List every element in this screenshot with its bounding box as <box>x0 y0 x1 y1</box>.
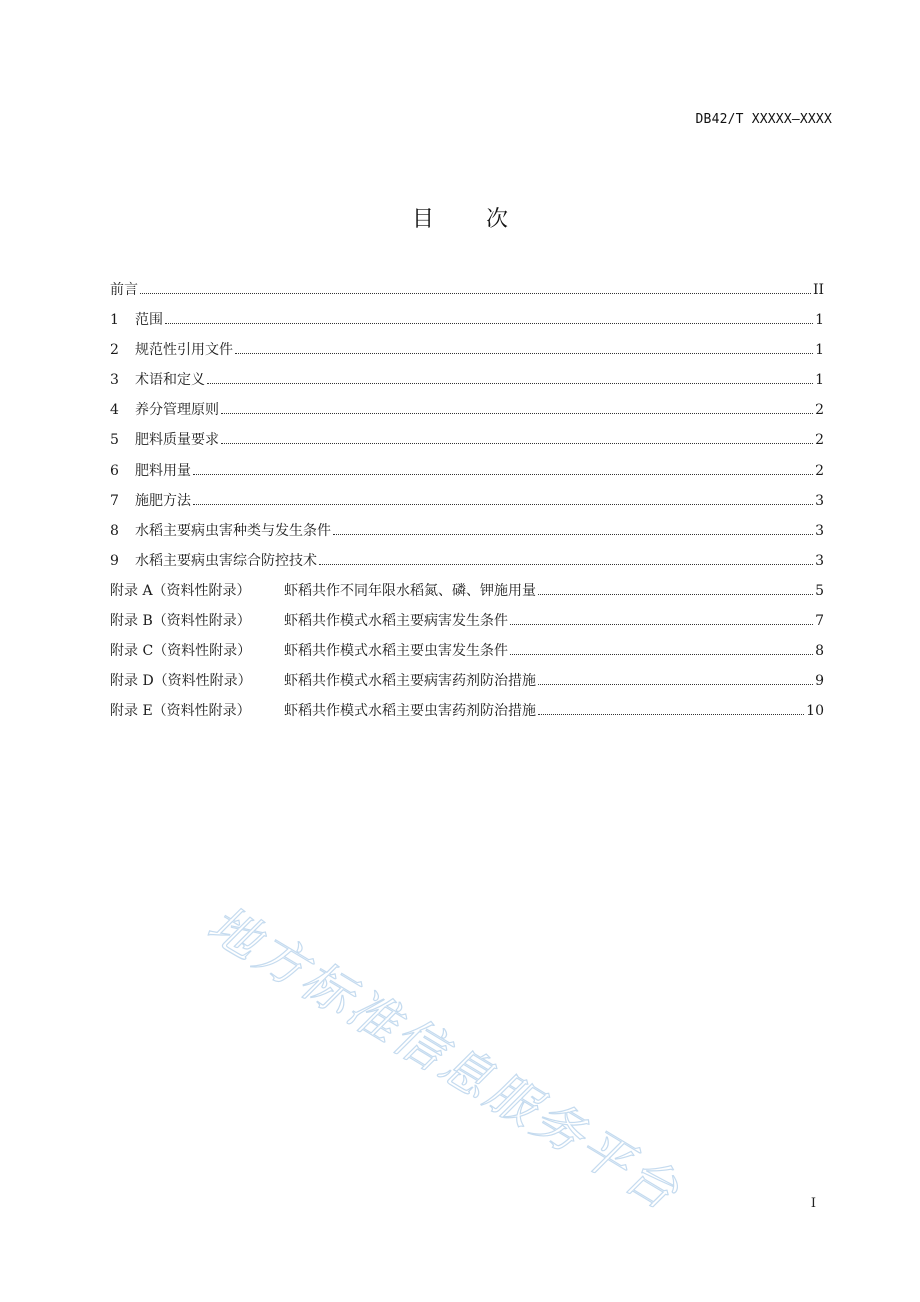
toc-entry-number: 1 <box>110 312 119 329</box>
toc-entry-number: 6 <box>110 462 119 479</box>
toc-entry-page: 1 <box>815 342 824 359</box>
toc-entry-text: 水稻主要病虫害种类与发生条件 <box>135 522 331 539</box>
toc-entry-5[interactable] <box>110 428 824 458</box>
toc-appendix-b[interactable] <box>110 609 824 639</box>
toc-entry-page: 8 <box>815 643 824 660</box>
toc-entry-text: 虾稻共作模式水稻主要虫害发生条件 <box>284 643 508 660</box>
toc-entry-text: 水稻主要病虫害综合防控技术 <box>135 552 317 569</box>
table-of-contents <box>110 278 824 729</box>
dot-leader <box>538 594 813 595</box>
toc-entry-text: 养分管理原则 <box>135 402 219 419</box>
toc-appendix-c[interactable] <box>110 639 824 669</box>
toc-entry-text: 施肥方法 <box>135 492 191 509</box>
dot-leader <box>510 654 813 655</box>
dot-leader <box>207 383 813 384</box>
appendix-label: 附录 C（资料性附录） <box>110 643 252 660</box>
toc-entry-foreword[interactable] <box>110 278 824 308</box>
toc-entry-number: 5 <box>110 432 119 449</box>
toc-entry-page: 1 <box>815 372 824 389</box>
dot-leader <box>221 443 813 444</box>
appendix-label: 附录 D（资料性附录） <box>110 673 252 690</box>
toc-entry-8[interactable] <box>110 519 824 549</box>
toc-entry-page: 2 <box>815 432 824 449</box>
dot-leader <box>165 323 813 324</box>
appendix-label: 附录 E（资料性附录） <box>110 703 251 720</box>
dot-leader <box>538 684 813 685</box>
toc-entry-text: 前言 <box>110 282 138 298</box>
toc-title-char-1: 目 <box>411 207 434 232</box>
toc-entry-7[interactable] <box>110 489 824 519</box>
toc-entry-6[interactable] <box>110 459 824 489</box>
toc-entry-page: II <box>812 282 824 298</box>
dot-leader <box>140 293 811 294</box>
toc-appendix-d[interactable] <box>110 669 824 699</box>
toc-entry-4[interactable] <box>110 398 824 428</box>
appendix-label: 附录 B（资料性附录） <box>110 613 251 630</box>
toc-entry-page: 7 <box>815 613 824 630</box>
dot-leader <box>319 564 813 565</box>
toc-entry-number: 2 <box>110 342 119 359</box>
toc-entry-page: 10 <box>806 703 824 720</box>
standard-code: DB42/T XXXXX—XXXX <box>695 112 832 127</box>
dot-leader <box>235 353 813 354</box>
dot-leader <box>193 474 813 475</box>
toc-entry-number: 8 <box>110 522 119 539</box>
toc-entry-page: 2 <box>815 462 824 479</box>
toc-entry-text: 肥料质量要求 <box>135 432 219 449</box>
dot-leader <box>333 534 813 535</box>
toc-entry-number: 3 <box>110 372 119 389</box>
page-number: I <box>810 1196 816 1211</box>
appendix-label: 附录 A（资料性附录） <box>110 582 251 599</box>
toc-entry-number: 7 <box>110 492 119 509</box>
toc-title <box>0 202 920 233</box>
toc-entry-number: 4 <box>110 402 119 419</box>
dot-leader <box>193 504 813 505</box>
toc-appendix-e[interactable] <box>110 699 824 729</box>
toc-entry-page: 3 <box>815 522 824 539</box>
toc-entry-number: 9 <box>110 552 119 569</box>
toc-entry-3[interactable] <box>110 368 824 398</box>
toc-entry-text: 范围 <box>135 312 163 329</box>
toc-entry-page: 5 <box>815 582 824 599</box>
toc-entry-2[interactable] <box>110 338 824 368</box>
toc-entry-page: 3 <box>815 552 824 569</box>
toc-entry-page: 9 <box>815 673 824 690</box>
toc-entry-9[interactable] <box>110 549 824 579</box>
dot-leader <box>221 413 813 414</box>
dot-leader <box>510 624 813 625</box>
toc-entry-text: 虾稻共作模式水稻主要病害药剂防治措施 <box>284 673 536 690</box>
toc-entry-text: 肥料用量 <box>135 462 191 479</box>
watermark-text: 地方标准信息服务平台 <box>198 894 691 1223</box>
toc-entry-page: 2 <box>815 402 824 419</box>
toc-entry-page: 3 <box>815 492 824 509</box>
toc-appendix-a[interactable] <box>110 579 824 609</box>
toc-entry-text: 虾稻共作模式水稻主要病害发生条件 <box>284 613 508 630</box>
toc-entry-text: 术语和定义 <box>135 372 205 389</box>
toc-entry-text: 虾稻共作不同年限水稻氮、磷、钾施用量 <box>284 582 536 599</box>
dot-leader <box>538 714 804 715</box>
toc-title-char-2: 次 <box>486 207 509 232</box>
toc-entry-1[interactable] <box>110 308 824 338</box>
toc-entry-text: 虾稻共作模式水稻主要虫害药剂防治措施 <box>284 703 536 720</box>
toc-entry-page: 1 <box>815 312 824 329</box>
toc-entry-text: 规范性引用文件 <box>135 342 233 359</box>
